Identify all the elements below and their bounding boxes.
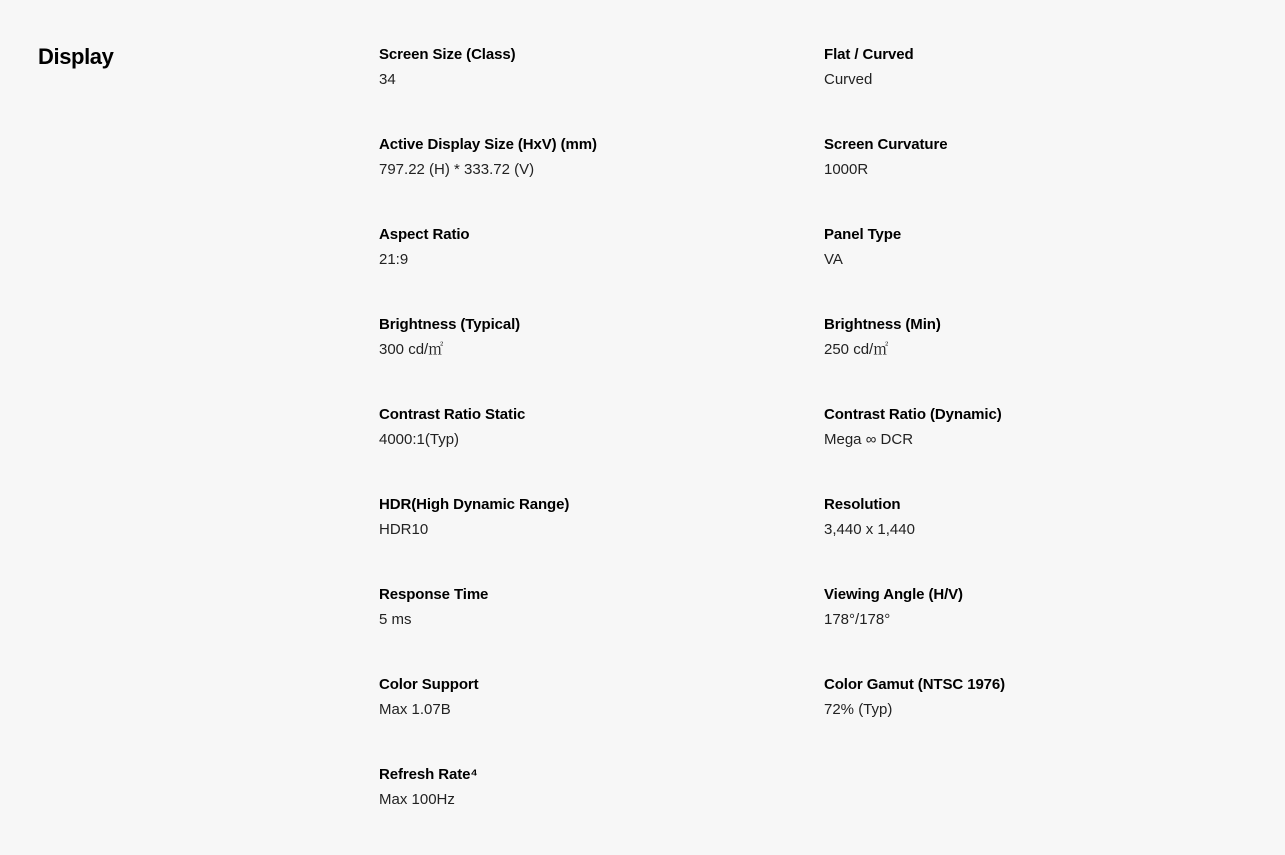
- section-title: Display: [38, 44, 114, 69]
- spec-color-gamut: [824, 675, 1239, 765]
- spec-value: 300 cd/㎡: [379, 341, 444, 358]
- spec-value: 72% (Typ): [824, 701, 893, 718]
- spec-label: Brightness (Typical): [379, 316, 521, 333]
- spec-value: 5 ms: [379, 611, 412, 628]
- spec-value: 34: [379, 71, 396, 88]
- spec-value: VA: [824, 251, 843, 268]
- spec-label: Color Gamut (NTSC 1976): [824, 676, 1006, 693]
- spec-value: 178°/178°: [824, 611, 891, 628]
- spec-label: Brightness (Min): [824, 316, 941, 333]
- spec-screen-curvature: [824, 135, 1239, 225]
- spec-label: HDR(High Dynamic Range): [379, 496, 570, 513]
- spec-value: 21:9: [379, 251, 409, 268]
- spec-flat-curved: [824, 45, 1239, 135]
- spec-response-time: [379, 585, 824, 675]
- spec-value: 3,440 x 1,440: [824, 521, 915, 538]
- spec-hdr: [379, 495, 824, 585]
- spec-label: Screen Curvature: [824, 136, 948, 153]
- spec-color-support: [379, 675, 824, 765]
- spec-label: Flat / Curved: [824, 46, 914, 63]
- spec-panel-type: [824, 225, 1239, 315]
- spec-label: Viewing Angle (H/V): [824, 586, 963, 603]
- spec-value: 1000R: [824, 161, 869, 178]
- spec-label: Response Time: [379, 586, 489, 603]
- spec-brightness-typical: [379, 315, 824, 405]
- spec-screen-size: [379, 45, 824, 135]
- spec-grid: [379, 45, 1239, 855]
- spec-refresh-rate: [379, 765, 824, 855]
- spec-viewing-angle: [824, 585, 1239, 675]
- spec-value: HDR10: [379, 521, 429, 538]
- spec-label: Contrast Ratio (Dynamic): [824, 406, 1002, 423]
- spec-brightness-min: [824, 315, 1239, 405]
- spec-resolution: [824, 495, 1239, 585]
- spec-aspect-ratio: [379, 225, 824, 315]
- spec-contrast-static: [379, 405, 824, 495]
- spec-label: Screen Size (Class): [379, 46, 516, 63]
- spec-label: Panel Type: [824, 226, 902, 243]
- spec-label: Active Display Size (HxV) (mm): [379, 136, 597, 153]
- spec-value: 4000:1(Typ): [379, 431, 460, 448]
- spec-value: Curved: [824, 71, 873, 88]
- spec-label: Resolution: [824, 496, 901, 513]
- spec-value: Max 100Hz: [379, 791, 455, 808]
- spec-label: Color Support: [379, 676, 479, 693]
- spec-label: Contrast Ratio Static: [379, 406, 526, 423]
- spec-value: Max 1.07B: [379, 701, 451, 718]
- spec-value: Mega ∞ DCR: [824, 431, 914, 448]
- spec-contrast-dynamic: [824, 405, 1239, 495]
- spec-value: 250 cd/㎡: [824, 341, 889, 358]
- spec-active-display-size: [379, 135, 824, 225]
- spec-label: Aspect Ratio: [379, 226, 470, 243]
- spec-label: Refresh Rate⁴: [379, 766, 478, 783]
- spec-value: 797.22 (H) * 333.72 (V): [379, 161, 535, 178]
